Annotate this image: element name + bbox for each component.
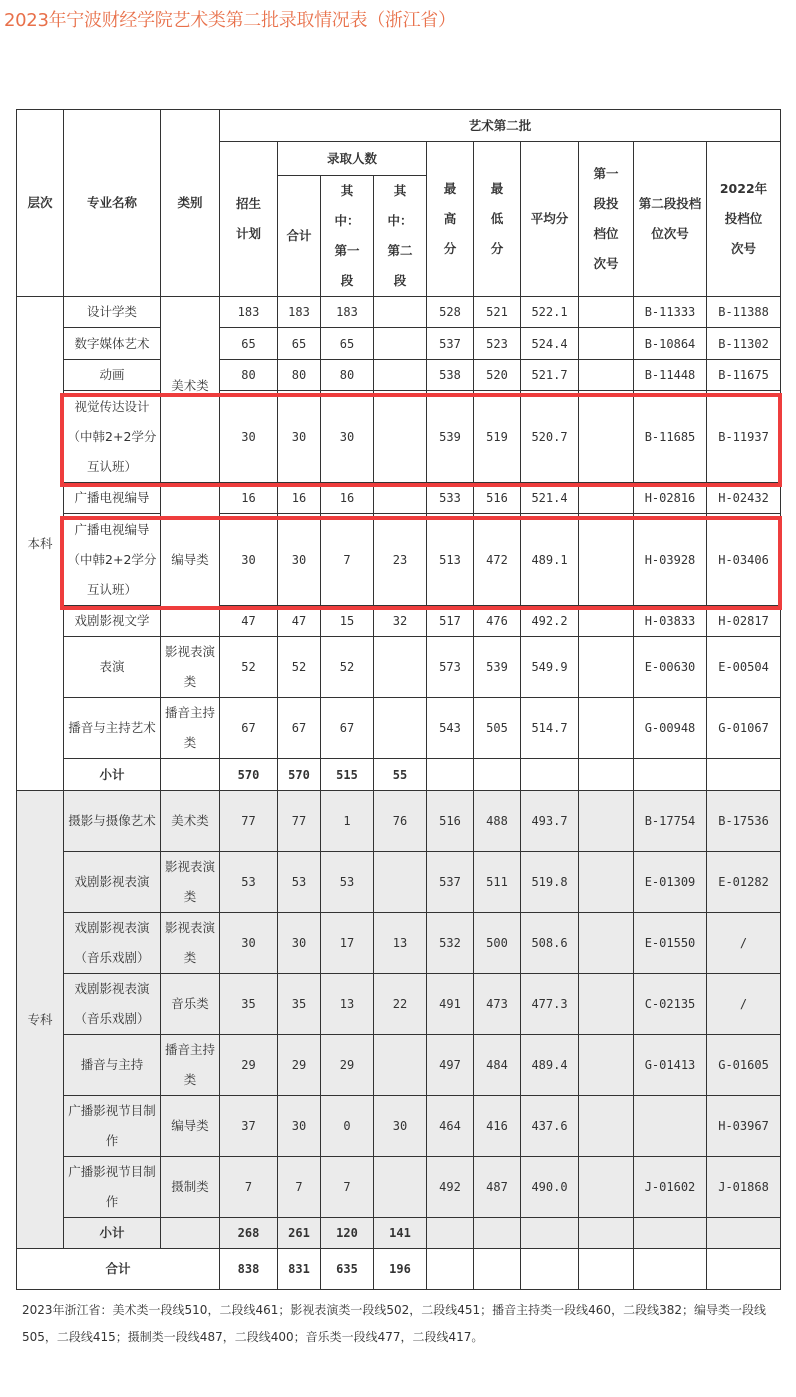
- category-cell: [161, 759, 220, 791]
- rank2-cell: B-10864: [634, 328, 707, 360]
- rank2-cell: E-00630: [634, 637, 707, 698]
- level-junior-college: 专科: [17, 791, 64, 1249]
- rank2022-cell: E-01282: [707, 852, 781, 913]
- max-cell: 492: [427, 1157, 474, 1218]
- seg1-cell: 0: [321, 1096, 374, 1157]
- major-cell: 数字媒体艺术: [64, 328, 161, 360]
- total-cell: 35: [278, 974, 321, 1035]
- plan-cell: 16: [220, 483, 278, 514]
- rank1-cell: [579, 974, 634, 1035]
- avg-cell: 508.6: [521, 913, 579, 974]
- major-cell: 戏剧影视表演: [64, 852, 161, 913]
- min-cell: 539: [474, 637, 521, 698]
- total-cell: 831: [278, 1249, 321, 1290]
- rank2-cell: G-01413: [634, 1035, 707, 1096]
- major-cell: 广播影视节目制作: [64, 1157, 161, 1218]
- major-cell: 表演: [64, 637, 161, 698]
- page-title: 2023年宁波财经学院艺术类第二批录取情况表（浙江省）: [4, 10, 456, 31]
- max-cell: 532: [427, 913, 474, 974]
- total-cell: 30: [278, 514, 321, 606]
- rank1-cell: [579, 514, 634, 606]
- category-cell: 编导类: [161, 483, 220, 637]
- header-max: 最高分: [427, 142, 474, 297]
- avg-cell: 477.3: [521, 974, 579, 1035]
- min-cell: 484: [474, 1035, 521, 1096]
- min-cell: 520: [474, 360, 521, 391]
- rank2-cell: E-01309: [634, 852, 707, 913]
- plan-cell: 67: [220, 698, 278, 759]
- max-cell: 538: [427, 360, 474, 391]
- avg-cell: 514.7: [521, 698, 579, 759]
- plan-cell: 35: [220, 974, 278, 1035]
- seg2-cell: [374, 852, 427, 913]
- major-cell: 设计学类: [64, 297, 161, 328]
- major-cell: 戏剧影视文学: [64, 606, 161, 637]
- avg-cell: 490.0: [521, 1157, 579, 1218]
- rank1-cell: [579, 1157, 634, 1218]
- category-cell: 美术类: [161, 791, 220, 852]
- seg2-cell: [374, 297, 427, 328]
- rank2-cell: [634, 759, 707, 791]
- header-category: 类别: [161, 110, 220, 297]
- major-cell: 摄影与摄像艺术: [64, 791, 161, 852]
- level-undergraduate: 本科: [17, 297, 64, 791]
- rank1-cell: [579, 637, 634, 698]
- min-cell: 487: [474, 1157, 521, 1218]
- header-total: 合计: [278, 176, 321, 297]
- header-admitted: 录取人数: [278, 142, 427, 176]
- seg1-cell: 16: [321, 483, 374, 514]
- header-rank2022: 2022年投档位次号: [707, 142, 781, 297]
- plan-cell: 53: [220, 852, 278, 913]
- avg-cell: [521, 1218, 579, 1249]
- max-cell: 497: [427, 1035, 474, 1096]
- major-cell: 广播电视编导: [64, 483, 161, 514]
- plan-cell: 30: [220, 913, 278, 974]
- header-plan: 招生计划: [220, 142, 278, 297]
- seg1-cell: 29: [321, 1035, 374, 1096]
- total-cell: 7: [278, 1157, 321, 1218]
- seg2-cell: [374, 1035, 427, 1096]
- seg2-cell: 76: [374, 791, 427, 852]
- min-cell: [474, 759, 521, 791]
- avg-cell: 492.2: [521, 606, 579, 637]
- rank2022-cell: [707, 1249, 781, 1290]
- rank1-cell: [579, 913, 634, 974]
- major-cell: 播音与主持: [64, 1035, 161, 1096]
- min-cell: 519: [474, 391, 521, 483]
- rank1-cell: [579, 698, 634, 759]
- rank2-cell: B-11685: [634, 391, 707, 483]
- rank2022-cell: B-11675: [707, 360, 781, 391]
- rank2022-cell: H-03967: [707, 1096, 781, 1157]
- plan-cell: 47: [220, 606, 278, 637]
- rank2022-cell: H-02817: [707, 606, 781, 637]
- avg-cell: [521, 759, 579, 791]
- total-cell: 67: [278, 698, 321, 759]
- avg-cell: 489.4: [521, 1035, 579, 1096]
- avg-cell: [521, 1249, 579, 1290]
- max-cell: 573: [427, 637, 474, 698]
- category-cell: 摄制类: [161, 1157, 220, 1218]
- total-cell: 53: [278, 852, 321, 913]
- seg2-cell: [374, 1157, 427, 1218]
- header-rank1: 第一段投档位次号: [579, 142, 634, 297]
- seg1-cell: 52: [321, 637, 374, 698]
- subtotal-label: 小计: [64, 1218, 161, 1249]
- rank2-cell: B-17754: [634, 791, 707, 852]
- max-cell: 516: [427, 791, 474, 852]
- category-cell: 影视表演类: [161, 852, 220, 913]
- total-cell: 570: [278, 759, 321, 791]
- min-cell: 523: [474, 328, 521, 360]
- plan-cell: 30: [220, 514, 278, 606]
- rank1-cell: [579, 328, 634, 360]
- max-cell: 517: [427, 606, 474, 637]
- header-min: 最低分: [474, 142, 521, 297]
- subtotal-label: 小计: [64, 759, 161, 791]
- rank2-cell: [634, 1096, 707, 1157]
- plan-cell: 29: [220, 1035, 278, 1096]
- plan-cell: 37: [220, 1096, 278, 1157]
- major-cell: 戏剧影视表演（音乐戏剧）: [64, 913, 161, 974]
- total-cell: 30: [278, 1096, 321, 1157]
- seg2-cell: 141: [374, 1218, 427, 1249]
- rank2-cell: J-01602: [634, 1157, 707, 1218]
- seg2-cell: 196: [374, 1249, 427, 1290]
- total-cell: 80: [278, 360, 321, 391]
- header-seg1: 其中：第一段: [321, 176, 374, 297]
- plan-cell: 183: [220, 297, 278, 328]
- seg2-cell: 13: [374, 913, 427, 974]
- min-cell: 416: [474, 1096, 521, 1157]
- total-cell: 30: [278, 913, 321, 974]
- total-cell: 16: [278, 483, 321, 514]
- min-cell: 476: [474, 606, 521, 637]
- seg1-cell: 80: [321, 360, 374, 391]
- avg-cell: 519.8: [521, 852, 579, 913]
- major-cell: 广播电视编导（中韩2+2学分互认班）: [64, 514, 161, 606]
- rank1-cell: [579, 360, 634, 391]
- category-cell: [161, 1218, 220, 1249]
- rank2-cell: E-01550: [634, 913, 707, 974]
- seg2-cell: 30: [374, 1096, 427, 1157]
- plan-cell: 80: [220, 360, 278, 391]
- seg2-cell: [374, 360, 427, 391]
- seg1-cell: 183: [321, 297, 374, 328]
- header-rank2: 第二段投档位次号: [634, 142, 707, 297]
- total-cell: 30: [278, 391, 321, 483]
- seg2-cell: 22: [374, 974, 427, 1035]
- rank2-cell: H-02816: [634, 483, 707, 514]
- category-cell: 播音主持类: [161, 698, 220, 759]
- min-cell: 488: [474, 791, 521, 852]
- max-cell: 533: [427, 483, 474, 514]
- max-cell: [427, 1218, 474, 1249]
- seg2-cell: [374, 483, 427, 514]
- seg1-cell: 7: [321, 1157, 374, 1218]
- category-cell: 影视表演类: [161, 913, 220, 974]
- header-level: 层次: [17, 110, 64, 297]
- seg2-cell: [374, 391, 427, 483]
- seg2-cell: [374, 698, 427, 759]
- plan-cell: 77: [220, 791, 278, 852]
- max-cell: 537: [427, 328, 474, 360]
- seg1-cell: 15: [321, 606, 374, 637]
- rank1-cell: [579, 759, 634, 791]
- seg2-cell: 32: [374, 606, 427, 637]
- grand-total-label: 合计: [17, 1249, 220, 1290]
- category-cell: 美术类: [161, 297, 220, 483]
- header-avg: 平均分: [521, 142, 579, 297]
- min-cell: 472: [474, 514, 521, 606]
- plan-cell: 30: [220, 391, 278, 483]
- seg1-cell: 30: [321, 391, 374, 483]
- rank2022-cell: H-03406: [707, 514, 781, 606]
- header-group: 艺术第二批: [220, 110, 781, 142]
- admission-table: [16, 109, 781, 1290]
- max-cell: [427, 759, 474, 791]
- rank1-cell: [579, 1035, 634, 1096]
- total-cell: 65: [278, 328, 321, 360]
- rank2-cell: [634, 1218, 707, 1249]
- avg-cell: 524.4: [521, 328, 579, 360]
- seg1-cell: 7: [321, 514, 374, 606]
- max-cell: 539: [427, 391, 474, 483]
- footnote: 2023年浙江省：美术类一段线510，二段线461；影视表演类一段线502，二段线451；播音主持类一段线460，二段线382；编导类一段线505，二段线415；摄制类一段线487，二段线400；音乐类一段线477，二段线417。: [22, 1303, 766, 1344]
- seg1-cell: 515: [321, 759, 374, 791]
- min-cell: 511: [474, 852, 521, 913]
- rank2022-cell: G-01067: [707, 698, 781, 759]
- seg1-cell: 65: [321, 328, 374, 360]
- avg-cell: 521.7: [521, 360, 579, 391]
- rank2-cell: B-11448: [634, 360, 707, 391]
- seg1-cell: 13: [321, 974, 374, 1035]
- seg2-cell: 55: [374, 759, 427, 791]
- plan-cell: 52: [220, 637, 278, 698]
- plan-cell: 570: [220, 759, 278, 791]
- seg2-cell: [374, 328, 427, 360]
- seg1-cell: 1: [321, 791, 374, 852]
- category-cell: 播音主持类: [161, 1035, 220, 1096]
- min-cell: 516: [474, 483, 521, 514]
- seg2-cell: [374, 637, 427, 698]
- rank2-cell: C-02135: [634, 974, 707, 1035]
- avg-cell: 520.7: [521, 391, 579, 483]
- category-cell: 编导类: [161, 1096, 220, 1157]
- max-cell: 528: [427, 297, 474, 328]
- rank2022-cell: G-01605: [707, 1035, 781, 1096]
- max-cell: 543: [427, 698, 474, 759]
- rank2022-cell: /: [707, 913, 781, 974]
- rank1-cell: [579, 1096, 634, 1157]
- rank1-cell: [579, 606, 634, 637]
- total-cell: 47: [278, 606, 321, 637]
- category-cell: 音乐类: [161, 974, 220, 1035]
- rank2022-cell: [707, 759, 781, 791]
- rank2022-cell: J-01868: [707, 1157, 781, 1218]
- major-cell: 戏剧影视表演（音乐戏剧）: [64, 974, 161, 1035]
- category-cell: 影视表演类: [161, 637, 220, 698]
- avg-cell: 489.1: [521, 514, 579, 606]
- total-cell: 183: [278, 297, 321, 328]
- rank2022-cell: B-17536: [707, 791, 781, 852]
- total-cell: 29: [278, 1035, 321, 1096]
- seg1-cell: 17: [321, 913, 374, 974]
- max-cell: 537: [427, 852, 474, 913]
- rank2022-cell: H-02432: [707, 483, 781, 514]
- major-cell: 视觉传达设计（中韩2+2学分互认班）: [64, 391, 161, 483]
- max-cell: 491: [427, 974, 474, 1035]
- max-cell: 464: [427, 1096, 474, 1157]
- seg1-cell: 120: [321, 1218, 374, 1249]
- min-cell: 500: [474, 913, 521, 974]
- major-cell: 广播影视节目制作: [64, 1096, 161, 1157]
- rank2022-cell: B-11937: [707, 391, 781, 483]
- min-cell: 521: [474, 297, 521, 328]
- min-cell: 473: [474, 974, 521, 1035]
- seg1-cell: 67: [321, 698, 374, 759]
- rank2-cell: H-03928: [634, 514, 707, 606]
- total-cell: 77: [278, 791, 321, 852]
- avg-cell: 549.9: [521, 637, 579, 698]
- header-seg2: 其中：第二段: [374, 176, 427, 297]
- major-cell: 播音与主持艺术: [64, 698, 161, 759]
- seg2-cell: 23: [374, 514, 427, 606]
- rank2-cell: G-00948: [634, 698, 707, 759]
- rank2-cell: [634, 1249, 707, 1290]
- plan-cell: 268: [220, 1218, 278, 1249]
- plan-cell: 65: [220, 328, 278, 360]
- avg-cell: 437.6: [521, 1096, 579, 1157]
- max-cell: [427, 1249, 474, 1290]
- rank1-cell: [579, 852, 634, 913]
- rank1-cell: [579, 791, 634, 852]
- rank2-cell: B-11333: [634, 297, 707, 328]
- min-cell: 505: [474, 698, 521, 759]
- seg1-cell: 53: [321, 852, 374, 913]
- rank1-cell: [579, 391, 634, 483]
- avg-cell: 522.1: [521, 297, 579, 328]
- rank1-cell: [579, 483, 634, 514]
- rank2022-cell: [707, 1218, 781, 1249]
- major-cell: 动画: [64, 360, 161, 391]
- header-major: 专业名称: [64, 110, 161, 297]
- rank1-cell: [579, 297, 634, 328]
- plan-cell: 838: [220, 1249, 278, 1290]
- total-cell: 261: [278, 1218, 321, 1249]
- total-cell: 52: [278, 637, 321, 698]
- rank2-cell: H-03833: [634, 606, 707, 637]
- avg-cell: 521.4: [521, 483, 579, 514]
- min-cell: [474, 1249, 521, 1290]
- min-cell: [474, 1218, 521, 1249]
- rank2022-cell: E-00504: [707, 637, 781, 698]
- seg1-cell: 635: [321, 1249, 374, 1290]
- plan-cell: 7: [220, 1157, 278, 1218]
- max-cell: 513: [427, 514, 474, 606]
- rank2022-cell: B-11302: [707, 328, 781, 360]
- rank1-cell: [579, 1218, 634, 1249]
- rank1-cell: [579, 1249, 634, 1290]
- rank2022-cell: B-11388: [707, 297, 781, 328]
- rank2022-cell: /: [707, 974, 781, 1035]
- avg-cell: 493.7: [521, 791, 579, 852]
